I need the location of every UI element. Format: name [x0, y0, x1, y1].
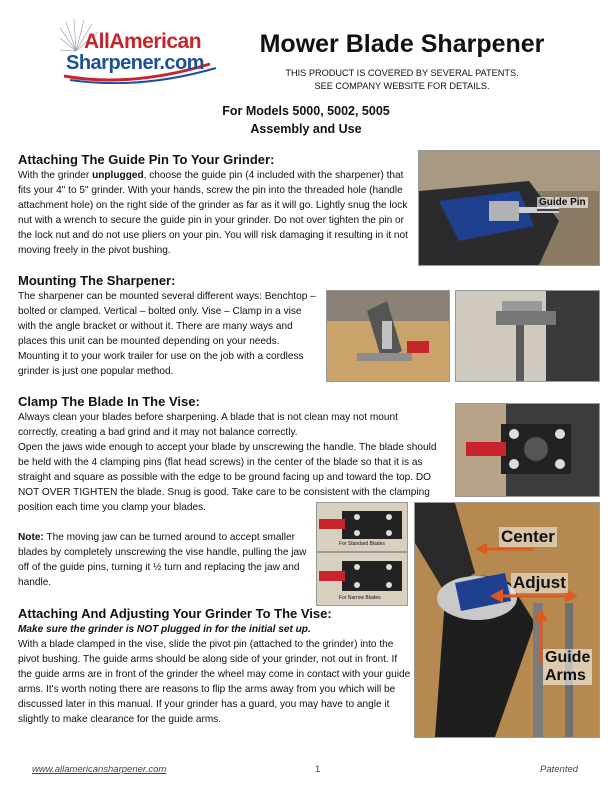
guide-pin-photo: [418, 150, 600, 266]
vise-mount-photo: [455, 290, 600, 382]
patent-notice: [232, 67, 572, 93]
benchtop-mount-photo: [326, 290, 450, 382]
footer-website-link[interactable]: www.allamericansharpener.com: [32, 764, 167, 775]
page-title: Mower Blade Sharpener: [259, 30, 545, 58]
page-number: 1: [315, 764, 321, 775]
section-guide-pin-heading: Attaching The Guide Pin To Your Grinder:: [18, 152, 275, 167]
label-arms: Arms: [545, 667, 586, 684]
logo-line1: AllAmerican: [84, 30, 202, 53]
vise-closeup-photo: [455, 403, 600, 497]
section-clamp-heading: Clamp The Blade In The Vise:: [18, 394, 200, 409]
label-guide-arms: [543, 649, 592, 685]
section-attach-warning: Make sure the grinder is NOT plugged in for the initial set up.: [18, 624, 311, 635]
text-span: With the grinder: [18, 170, 93, 181]
section-attach-heading: Attaching And Adjusting Your Grinder To The Vise:: [18, 606, 332, 621]
unplugged-emphasis: unplugged: [92, 170, 144, 181]
section-clamp-text-1: Always clean your blades before sharpening. A blade that is not clean may not mount correctly, creating a bad grind and it may not balance correctly.: [18, 412, 398, 438]
patent-line-2: SEE COMPANY WEBSITE FOR DETAILS.: [314, 81, 490, 91]
standard-blades-photo: [316, 502, 408, 552]
text-span: , choose the guide pin (4 included with the sharpener) that fits your 4" to 5" grinder. With your hands, screw the pin into the threaded hole (handle attachment hole) on the right side of the grinder as far as it will go. Lightly snug the lock nut with a wrench to secure the guide pin in your grinder. Do not over tighten the pin or the lock nut and do not use pliers on your pin. You will risk damaging it resulting in it not moving freely in the pivot bushing.: [18, 170, 408, 256]
label-center: Center: [501, 527, 555, 546]
assembly-line: Assembly and Use: [250, 122, 362, 136]
footer-patented: Patented: [540, 764, 579, 775]
section-clamp-note: [18, 530, 308, 590]
note-text: The moving jaw can be turned around to accept smaller blades by completely unscrewing the vise handle, pulling the jaw off of the guide pins, turning it ½ turn and replacing the jaw and handle.: [18, 532, 307, 588]
models-heading: [120, 102, 492, 138]
narrow-blades-caption: For Narrow Blades: [339, 595, 381, 601]
note-label: Note:: [18, 532, 44, 543]
label-guide: Guide: [545, 649, 591, 666]
narrow-blades-photo: [316, 552, 408, 606]
models-line: For Models 5000, 5002, 5005: [222, 104, 390, 118]
logo-line2: Sharpener.com: [66, 52, 205, 74]
label-adjust: Adjust: [513, 573, 566, 592]
section-clamp-text-2: Open the jaws wide enough to accept your blade by unscrewing the handle. The blade should be held with the 4 clamping pins (flat head screws) in the center of the blade so that it is as straight and square as possible with the edge to be ground facing up and toward the top. DO NOT OVER TIGHTEN the blade. Snug is good. Take care to be consistent with the clamping position each time you clamp your blades.: [18, 442, 437, 513]
patent-line-1: THIS PRODUCT IS COVERED BY SEVERAL PATENTS.: [285, 68, 519, 78]
standard-blades-caption: For Standard Blades: [339, 541, 385, 547]
section-guide-pin-text: [18, 168, 414, 258]
section-mounting-text: The sharpener can be mounted several different ways: Benchtop – bolted or clamped. Vertical – bolted only. Vise – Clamp in a vise with the angle bracket or without it. There are many ways and places this unit can be mounted depending on your needs. Mounting it to your work trailer for use on the job with a cordless grinder is just one popular method.: [18, 291, 316, 377]
section-attach-text: With a blade clamped in the vise, slide the pivot pin (attached to the grinder) into the pivot bushing. The guide arms should be along side of your grinder, not out in front. If the guide arms are in front of the grinder the wheel may come in contact with your guide arms. It's worth noting there are reasons to flip the arms away from you which will be discussed later in this manual. If your grinder has a guard, you may have to angle it slightly to make clearance for the guide arms.: [18, 639, 411, 725]
section-mounting-heading: Mounting The Sharpener:: [18, 273, 176, 288]
guide-pin-label: Guide Pin: [539, 197, 586, 208]
company-logo: [60, 18, 218, 84]
grinder-adjust-photo: [414, 502, 600, 738]
